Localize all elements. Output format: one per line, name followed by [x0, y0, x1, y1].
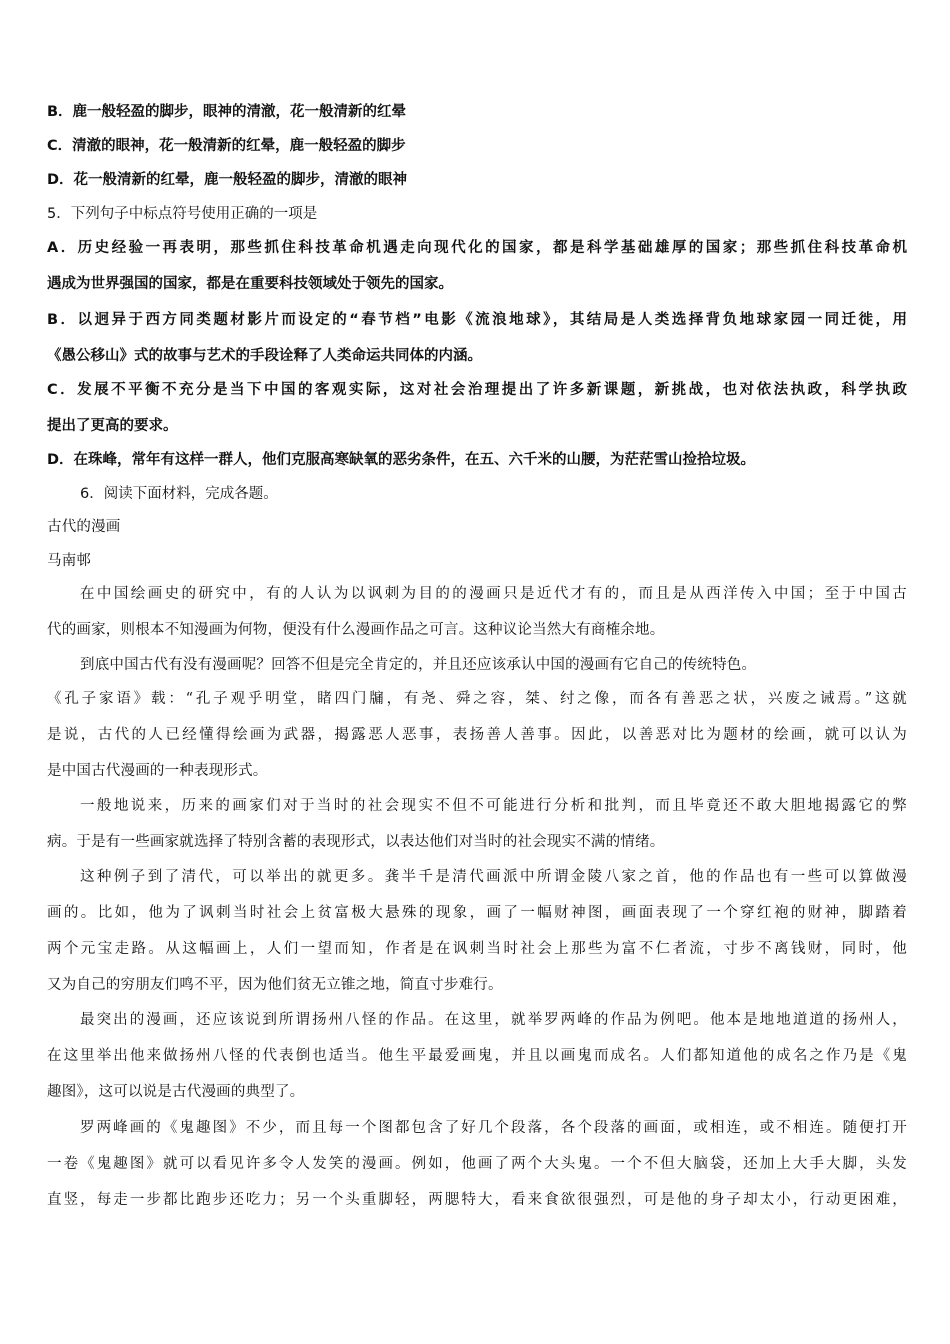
paragraph-6-line-1: 最突出的漫画，还应该说到所谓扬州八怪的作品。在这里，就举罗两峰的作品为例吧。他本是地地道道的扬州人， — [80, 1012, 907, 1028]
q5-option-b-line-2: 《愚公移山》式的故事与艺术的手段诠释了人类命运共同体的内涵。 — [47, 348, 482, 364]
article-title: 古代的漫画 — [47, 519, 121, 535]
q4-option-b: B．鹿一般轻盈的脚步，眼神的清澈，花一般清新的红晕 — [47, 104, 407, 120]
paragraph-2-line-1: 到底中国古代有没有漫画呢？回答不但是完全肯定的，并且还应该承认中国的漫画有它自己的传统特色。 — [80, 657, 757, 673]
paragraph-7-line-1: 罗两峰画的《鬼趣图》不少，而且每一个图都包含了好几个段落，各个段落的画面，或相连，或不相连。随便打开 — [80, 1120, 907, 1136]
paragraph-3-line-3: 是中国古代漫画的一种表现形式。 — [47, 763, 268, 779]
paragraph-3-line-1: 《孔子家语》载：“孔子观乎明堂，睹四门牖，有尧、舜之容，桀、纣之像，而各有善恶之状，兴废之诫焉。”这就 — [47, 691, 907, 707]
paragraph-4-line-2: 病。于是有一些画家就选择了特别含蓄的表现形式，以表达他们对当时的社会现实不满的情绪。 — [47, 834, 665, 850]
paragraph-5-line-2: 画的。比如，他为了讽刺当时社会上贫富极大悬殊的现象，画了一幅财神图，画面表现了一个穿红袍的财神，脚踏着 — [47, 905, 907, 921]
paragraph-6-line-3: 趣图》，这可以说是古代漫画的典型了。 — [47, 1084, 305, 1100]
paragraph-1-line-2: 代的画家，则根本不知漫画为何物，便没有什么漫画作品之可言。这种议论当然大有商榷余地。 — [47, 622, 665, 638]
paragraph-5-line-4: 又为自己的穷朋友们鸣不平，因为他们贫无立锥之地，简直寸步难行。 — [47, 977, 503, 993]
q5-option-c-line-2: 提出了更高的要求。 — [47, 418, 178, 434]
paragraph-7-line-2: 一卷《鬼趣图》就可以看见许多令人发笑的漫画。例如，他画了两个大头鬼。一个不但大脑袋，还加上大手大脚，头发 — [47, 1156, 907, 1172]
paragraph-3-line-2: 是说，古代的人已经懂得绘画为武器，揭露恶人恶事，表扬善人善事。因此，以善恶对比为题材的绘画，就可以认为 — [47, 727, 907, 743]
paragraph-6-line-2: 在这里举出他来做扬州八怪的代表倒也适当。他生平最爱画鬼，并且以画鬼而成名。人们都知道他的成名之作乃是《鬼 — [47, 1048, 907, 1064]
article-author: 马南邨 — [47, 553, 92, 569]
paragraph-5-line-1: 这种例子到了清代，可以举出的就更多。龚半千是清代画派中所谓金陵八家之首，他的作品也有一些可以算做漫 — [80, 869, 907, 885]
q5-option-d: D．在珠峰，常年有这样一群人，他们克服高寒缺氧的恶劣条件，在五、六千米的山腰，为茫茫雪山捡拾垃圾。 — [47, 452, 756, 468]
paragraph-1-line-1: 在中国绘画史的研究中，有的人认为以讽刺为目的的漫画只是近代才有的，而且是从西洋传入中国；至于中国古 — [80, 586, 907, 602]
paragraph-4-line-1: 一般地说来，历来的画家们对于当时的社会现实不但不可能进行分析和批判，而且毕竟还不敢大胆地揭露它的弊 — [80, 798, 907, 814]
paragraph-7-line-3: 直竖，每走一步都比跑步还吃力；另一个头重脚轻，两腮特大，看来食欲很强烈，可是他的身子却太小，行动更困难， — [47, 1192, 907, 1208]
q5-option-a-line-2: 遇成为世界强国的国家，都是在重要科技领域处于领先的国家。 — [47, 276, 453, 292]
paragraph-5-line-3: 两个元宝走路。从这幅画上，人们一望而知，作者是在讽刺当时社会上那些为富不仁者流，寸步不离钱财，同时，他 — [47, 941, 907, 957]
q5-option-c-line-1: C．发展不平衡不充分是当下中国的客观实际，这对社会治理提出了许多新课题，新挑战，也对依法执政，科学执政 — [47, 382, 907, 398]
q5-stem: 5．下列句子中标点符号使用正确的一项是 — [47, 206, 318, 222]
q5-option-a-line-1: A．历史经验一再表明，那些抓住科技革命机遇走向现代化的国家，都是科学基础雄厚的国家；那些抓住科技革命机 — [47, 240, 907, 256]
q5-option-b-line-1: B．以迥异于西方同类题材影片而设定的“春节档”电影《流浪地球》，其结局是人类选择背负地球家园一同迁徙，用 — [47, 312, 907, 328]
q6-stem: 6．阅读下面材料，完成各题。 — [80, 486, 278, 502]
q4-option-d: D．花一般清新的红晕，鹿一般轻盈的脚步，清澈的眼神 — [47, 172, 408, 188]
q4-option-c: C．清澈的眼神，花一般清新的红晕，鹿一般轻盈的脚步 — [47, 138, 406, 154]
